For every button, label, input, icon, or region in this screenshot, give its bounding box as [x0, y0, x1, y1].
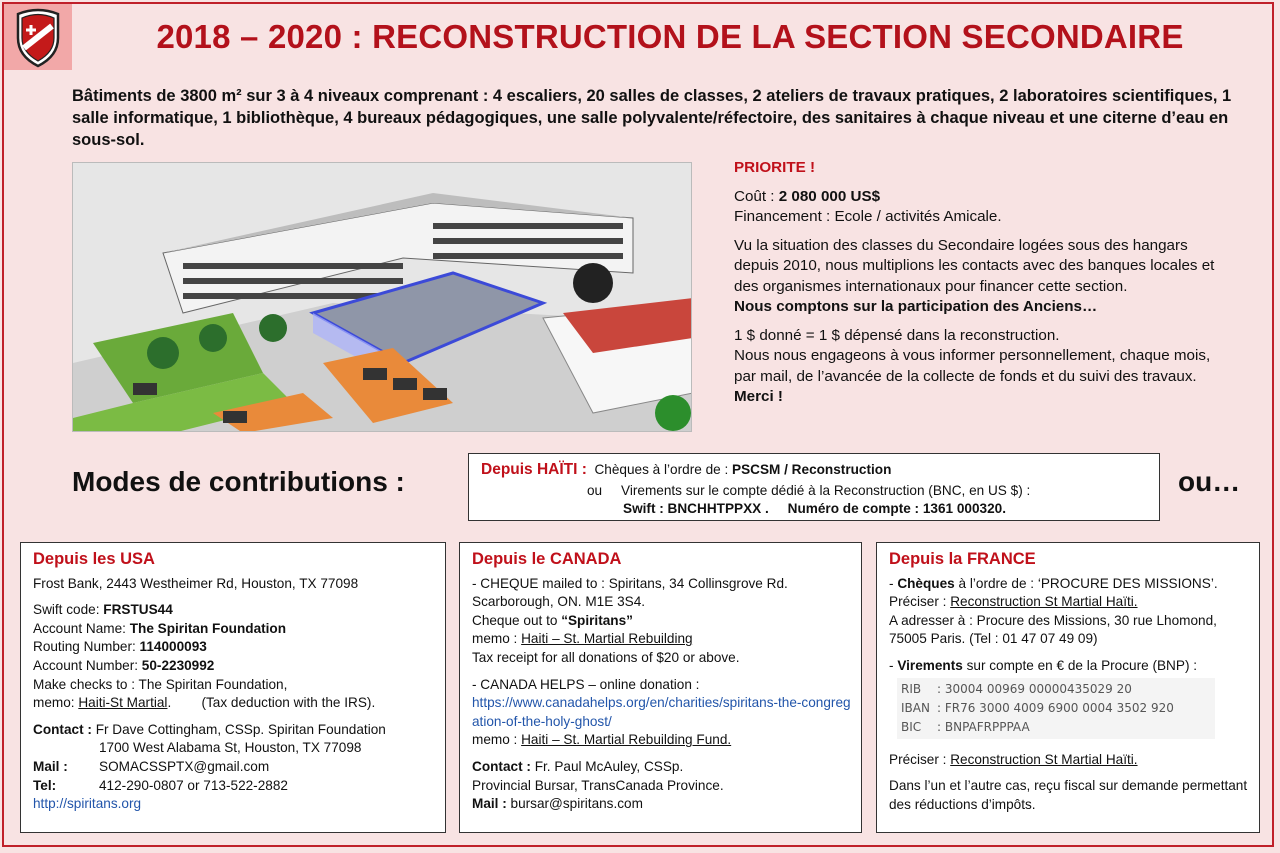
canada-memo-value: Haiti – St. Martial Rebuilding: [521, 631, 693, 647]
canada-contact-line2: Provincial Bursar, TransCanada Province.: [472, 777, 724, 793]
usa-contact-line1: Fr Dave Cottingham, CSSp. Spiritan Foundation: [95, 721, 386, 737]
usa-memo-note: . (Tax deduction with the IRS).: [167, 695, 376, 711]
france-adresser: A adresser à : Procure des Missions, 30 rue Lhomond, 75005 Paris. (Tel : 01 47 07 49 09): [889, 612, 1217, 647]
haiti-swift: Swift : BNCHHTPPXX .: [623, 501, 769, 516]
modes-contributions-label: Modes de contributions :: [72, 466, 405, 497]
usa-tel-value: 412-290-0807 or 713-522-2882: [99, 777, 288, 793]
donation-text: 1 $ donné = 1 $ dépensé dans la reconstruction.: [734, 326, 1060, 344]
usa-swift-value: FRSTUS44: [103, 602, 173, 618]
anciens-text: Nous comptons sur la participation des Anciens…: [734, 298, 1098, 315]
cost-funding: [734, 187, 1234, 228]
haiti-virements: Virements sur le compte dédié à la Reconstruction (BNC, en US $) :: [621, 483, 1031, 498]
canada-helps-label: - CANADA HELPS – online donation :: [472, 676, 700, 692]
usa-account-details: [33, 601, 435, 713]
bic-key: BIC: [901, 719, 922, 734]
usa-memo-label: memo:: [33, 695, 79, 711]
france-box: [876, 542, 1260, 833]
haiti-title: Depuis HAÏTI :: [481, 461, 587, 478]
usa-bank: Frost Bank, 2443 Westheimer Rd, Houston, TX 77098: [33, 575, 359, 591]
canada-contact-label: Contact :: [472, 758, 535, 774]
bic-value: : BNPAFRPPPAA: [937, 719, 1030, 734]
usa-contact: [33, 721, 435, 814]
canada-contact-value: Fr. Paul McAuley, CSSp.: [534, 758, 684, 774]
usa-swift-label: Swift code:: [33, 602, 104, 618]
usa-name-label: Account Name:: [33, 620, 130, 636]
building-description: Bâtiments de 3800 m² sur 3 à 4 niveaux comprenant : 4 escaliers, 20 salles de classes, 2 ateliers de travaux pratiques, 2 laboratoires scientifiques, 1 salle informatique, 1 bibliothèque, 4 bureaux pédagogiques, une salle polyvalente/réfectoire, des sanitaires à chaque niveau et une citerne d’eau en sous-sol.: [72, 87, 1232, 149]
usa-routing-label: Routing Number:: [33, 639, 140, 655]
canada-cheque-line2: Scarborough, ON. M1E 3S4.: [472, 594, 646, 610]
canada-mail-label: Mail :: [472, 796, 511, 812]
priority-section: [734, 158, 1234, 416]
france-note: Dans l’un et l’autre cas, reçu fiscal sur demande permettant des réductions d’impôts.: [889, 778, 1248, 812]
rib-value: : 30004 00969 00000435029 20: [937, 681, 1132, 696]
rib-key: RIB: [901, 681, 922, 696]
france-preciser2-label: Préciser :: [889, 751, 951, 767]
france-virements-text: sur compte en € de la Procure (BNP) :: [962, 657, 1198, 673]
canada-helps: [472, 676, 851, 750]
school-building-image: [73, 163, 692, 432]
france-preciser-value: Reconstruction St Martial Haïti.: [950, 594, 1138, 610]
haiti-ou: ou: [587, 483, 603, 498]
canada-memo2-label: memo :: [472, 732, 522, 748]
commitment-text: Nous nous engageons à vous informer personnellement, chaque mois, par mail, de l’avancée de la collecte de fonds et du suivi des travaux.: [734, 347, 1211, 385]
canada-box: [459, 542, 862, 833]
page-title: 2018 – 2020 : RECONSTRUCTION DE LA SECTION SECONDAIRE: [156, 18, 1184, 55]
usa-account-label: Account Number:: [33, 657, 142, 673]
cost-label: Coût :: [734, 187, 779, 205]
france-cheques-text: à l’ordre de : ‘PROCURE DES MISSIONS’.: [954, 575, 1218, 591]
canada-cheque: [472, 575, 851, 668]
usa-contact-label: Contact :: [33, 721, 92, 737]
usa-account-value: 50-2230992: [141, 657, 215, 673]
usa-routing-value: 114000093: [139, 639, 207, 655]
usa-contact-line2: 1700 West Alabama St, Houston, TX 77098: [99, 740, 362, 756]
usa-mail-value[interactable]: SOMACSSPTX@gmail.com: [99, 758, 270, 774]
usa-box: [20, 542, 446, 833]
france-preciser-label: Préciser :: [889, 594, 951, 610]
usa-title: Depuis les USA: [33, 550, 155, 568]
usa-name-value: The Spiritan Foundation: [129, 620, 287, 636]
canada-memo2-value: Haiti – St. Martial Rebuilding Fund.: [521, 732, 732, 748]
merci-text: Merci !: [734, 388, 783, 405]
france-preciser2-value: Reconstruction St Martial Haïti.: [950, 751, 1138, 767]
canada-title: Depuis le CANADA: [472, 550, 622, 568]
canada-cheque-line1: - CHEQUE mailed to : Spiritans, 34 Collinsgrove Rd.: [472, 575, 788, 591]
france-preciser2: [889, 751, 1249, 770]
haiti-cheques-label: Chèques à l’ordre de :: [594, 462, 733, 477]
haiti-box: [468, 453, 1160, 521]
france-bank-details: [897, 678, 1215, 739]
usa-checks: Make checks to : The Spiritan Foundation,: [33, 676, 288, 692]
iban-key: IBAN: [901, 700, 930, 715]
cost-value: 2 080 000 US$: [778, 187, 881, 205]
canada-contact: [472, 758, 851, 814]
iban-value: : FR76 3000 4009 6900 0004 3502 920: [937, 700, 1174, 715]
shield-icon: [4, 4, 72, 70]
canada-tax: Tax receipt for all donations of $20 or above.: [472, 649, 740, 665]
france-virements: - Virements sur compte en € de la Procure (BNP) :: [889, 657, 1198, 673]
haiti-cheques-value: PSCSM / Reconstruction: [732, 462, 892, 477]
college-logo: [4, 4, 72, 70]
canada-mail-value[interactable]: bursar@spiritans.com: [510, 796, 643, 812]
usa-website-link[interactable]: http://spiritans.org: [33, 796, 142, 812]
france-virements-label: Virements: [897, 657, 963, 673]
priority-heading: PRIORITE !: [734, 159, 816, 176]
haiti-account: Numéro de compte : 1361 000320.: [787, 501, 1007, 516]
france-title: Depuis la FRANCE: [889, 550, 1036, 568]
canada-cheque-out-label: Cheque out to: [472, 612, 562, 628]
situation-paragraph: [734, 236, 1234, 318]
canada-helps-link[interactable]: https://www.canadahelps.org/en/charities/spiritans-the-congregation-of-the-holy-ghost/: [472, 695, 851, 729]
usa-tel-label: Tel:: [33, 777, 57, 793]
situation-text: Vu la situation des classes du Secondaire logées sous des hangars depuis 2010, nous multiplions les contacts avec des banques locales et des organismes internationaux pour financer cette section.: [734, 236, 1215, 295]
usa-mail-label: Mail :: [33, 758, 68, 774]
building-3d-illustration: [72, 162, 692, 432]
france-cheques: - Chèques à l’ordre de : ‘PROCURE DES MISSIONS’. Préciser : Reconstruction St Martial Haïti. A adresser à : Procure des Missions, 30 rue Lhomond, 75005 Paris. (Tel : 01 47 07 49 09): [889, 575, 1218, 647]
france-cheques-label: Chèques: [897, 575, 955, 591]
usa-memo-value: Haiti-St Martial: [78, 695, 168, 711]
canada-memo-label: memo :: [472, 631, 522, 647]
canada-cheque-out-value: “Spiritans”: [561, 612, 633, 628]
or-label: ou…: [1178, 466, 1241, 497]
commitment-paragraph: [734, 326, 1234, 408]
funding-text: Financement : Ecole / activités Amicale.: [734, 208, 1002, 225]
